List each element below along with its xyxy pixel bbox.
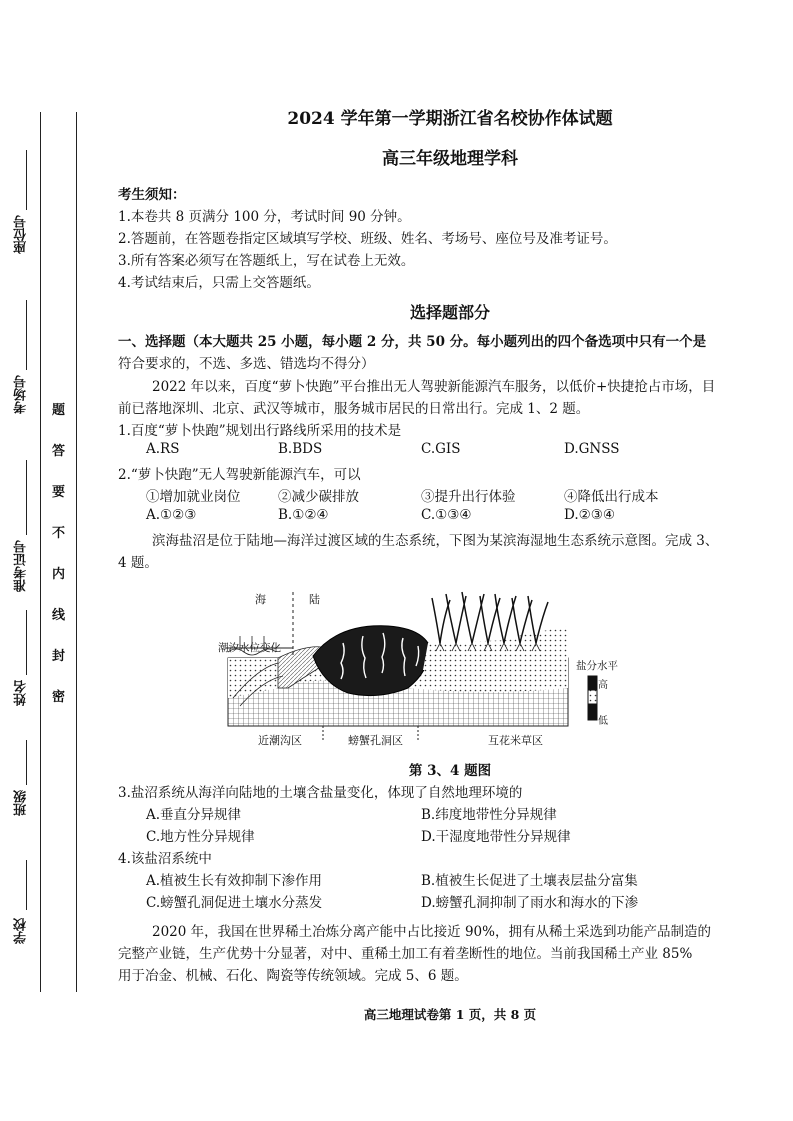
passage1-line1: 2022 年以来，百度“萝卜快跑”平台推出无人驾驶新能源汽车服务，以低价+快捷抢占市场，目 (152, 379, 716, 395)
seal-char-1: 密 (52, 690, 66, 705)
q1-option-b[interactable]: B.BDS (278, 441, 323, 457)
seat-label: 座位号 (14, 215, 29, 254)
notice-item: 3.所有答案必须写在答题纸上，写在试卷上无效。 (118, 253, 415, 269)
notice-heading: 考生须知： (118, 187, 186, 203)
class-blank (26, 740, 28, 785)
name-label: 姓名 (14, 680, 29, 706)
q1-option-a[interactable]: A.RS (146, 441, 180, 457)
q2-statement-1: ①增加就业岗位 (146, 489, 241, 505)
school-label: 学校 (14, 918, 29, 944)
notice-item: 1.本卷共 8 页满分 100 分，考试时间 90 分钟。 (118, 209, 411, 225)
seal-char-7: 答 (52, 444, 66, 459)
q3-option-c[interactable]: C.地方性分异规律 (146, 829, 255, 845)
name-blank (26, 610, 28, 675)
seal-char-5: 不 (52, 526, 66, 541)
q1-option-d[interactable]: D.GNSS (564, 441, 620, 457)
q3-option-a[interactable]: A.垂直分异规律 (146, 807, 242, 823)
q1-option-c[interactable]: C.GIS (421, 441, 461, 457)
q4-option-a[interactable]: A.植被生长有效抑制下渗作用 (146, 873, 323, 889)
page-title: 2024 学年第一学期浙江省名校协作体试题 (287, 109, 613, 129)
fig-low-label: 低 (598, 716, 608, 727)
q2-option-a[interactable]: A.①②③ (146, 507, 197, 523)
passage2-line1: 滨海盐沼是位于陆地—海洋过渡区域的生态系统，下图为某滨海湿地生态系统示意图。完成 3、 (152, 533, 719, 549)
fig-sea-label: 海 (255, 593, 266, 606)
fig-zone-label: 互花米草区 (488, 734, 543, 747)
exam-room-label: 考场号 (14, 375, 29, 414)
q1-stem: 1.百度“萝卜快跑”规划出行路线所采用的技术是 (118, 423, 402, 439)
seal-char-3: 线 (52, 608, 66, 623)
exam-id-label: 准考证号 (14, 540, 29, 592)
legend-high (588, 676, 597, 690)
passage1-line2: 前已落地深圳、北京、武汉等城市，服务城市居民的日常出行。完成 1、2 题。 (118, 401, 590, 417)
passage3-line3: 用于冶金、机械、石化、陶瓷等传统领域。完成 5、6 题。 (118, 968, 468, 984)
passage3-line2: 完整产业链，生产优势十分显著，对中、重稀土加工有着垄断性的地位。当前我国稀土产业 85% (118, 946, 693, 962)
seal-char-6: 要 (52, 485, 66, 500)
margin-line-left (40, 112, 41, 992)
margin-line-right (76, 112, 77, 992)
school-blank (26, 860, 28, 910)
q4-stem: 4.该盐沼系统中 (118, 851, 212, 867)
q2-statement-4: ④降低出行成本 (564, 489, 659, 505)
legend-medium (588, 690, 597, 704)
part1-line2: 符合要求的，不选、多选、错选均不得分） (118, 356, 375, 372)
fig-salinity-label: 盐分水平 (576, 660, 618, 672)
legend-low (588, 704, 597, 720)
fig-land-label: 陆 (309, 593, 320, 606)
q4-option-d[interactable]: D.螃蟹孔洞抑制了雨水和海水的下渗 (421, 895, 639, 911)
q2-statement-3: ③提升出行体验 (421, 489, 516, 505)
exam-id-blank (26, 460, 28, 535)
seal-char-2: 封 (52, 649, 66, 664)
q2-option-d[interactable]: D.②③④ (564, 507, 615, 523)
figure-caption: 第 3、4 题图 (408, 763, 492, 779)
q3-option-d[interactable]: D.干湿度地带性分异规律 (421, 829, 571, 845)
fig-zone-label: 螃蟹孔洞区 (348, 734, 403, 747)
fig-high-label: 高 (598, 680, 608, 691)
seat-blank (26, 150, 28, 210)
section-title: 选择题部分 (409, 303, 490, 322)
q2-option-b[interactable]: B.①②④ (278, 507, 329, 523)
passage3-line1: 2020 年，我国在世界稀土冶炼分离产能中占比接近 90%，拥有从稀土采选到功能产品制造的 (152, 924, 711, 940)
class-label: 班级 (14, 790, 29, 816)
passage2-line2: 4 题。 (118, 555, 158, 571)
exam-room-blank (26, 300, 28, 370)
notice-item: 2.答题前，在答题卷指定区域填写学校、班级、姓名、考场号、座位号及准考证号。 (118, 231, 617, 247)
part1-instruction-line (118, 330, 706, 350)
q4-option-b[interactable]: B.植被生长促进了土壤表层盐分富集 (421, 873, 638, 889)
fig-zone-label: 近潮沟区 (258, 734, 302, 747)
q3-option-b[interactable]: B.纬度地带性分异规律 (421, 807, 557, 823)
q4-option-c[interactable]: C.螃蟹孔洞促进土壤水分蒸发 (146, 895, 323, 911)
page-subtitle: 高三年级地理学科 (382, 149, 518, 169)
page-footer: 高三地理试卷第 1 页，共 8 页 (363, 1007, 537, 1022)
fig-tide-label: 潮汐水位变化 (218, 642, 281, 654)
seal-char-4: 内 (52, 567, 66, 582)
salt-marsh-diagram (218, 588, 638, 748)
q2-option-c[interactable]: C.①③④ (421, 507, 472, 523)
part1-line1: 一、选择题（本大题共 25 小题，每小题 2 分，共 50 分。每小题列出的四个备选项中只有一个是 (118, 334, 707, 350)
seal-char-8: 题 (52, 403, 66, 418)
q2-statement-2: ②减少碳排放 (278, 489, 359, 505)
q3-stem: 3.盐沼系统从海洋向陆地的土壤含盐量变化，体现了自然地理环境的 (118, 785, 523, 801)
notice-item: 4.考试结束后，只需上交答题纸。 (118, 275, 320, 291)
q2-stem: 2.“萝卜快跑”无人驾驶新能源汽车，可以 (118, 467, 361, 483)
